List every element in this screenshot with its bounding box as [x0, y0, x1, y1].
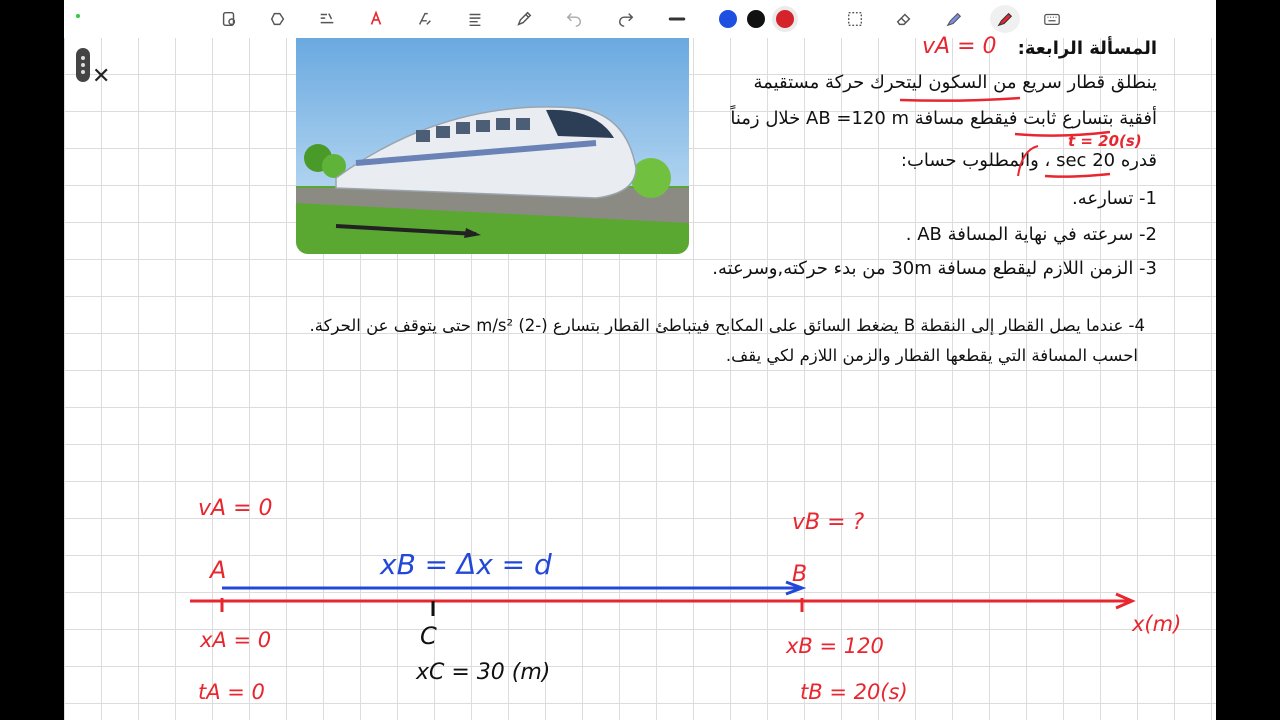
ink-xa: xA = 0: [200, 628, 272, 652]
ink-point-b: B: [792, 562, 808, 587]
problem-line-3: قدره 20 sec ، والمطلوب حساب:: [900, 150, 1157, 171]
problem-item-3: 3- الزمن اللازم ليقطع مسافة 30m من بدء حركته,وسرعته.: [712, 258, 1157, 279]
problem-item-4b: احسب المسافة التي يقطعها القطار والزمن اللازم لكي يقف.: [725, 346, 1138, 365]
problem-item-2: 2- سرعته في نهاية المسافة AB .: [905, 224, 1157, 245]
ink-point-c: C: [420, 622, 437, 650]
close-icon[interactable]: ✕: [92, 64, 111, 89]
problem-item-1: 1- تسارعه.: [1071, 188, 1157, 209]
problem-title: المسألة الرابعة:: [1017, 38, 1157, 59]
ink-vb: vB = ?: [792, 510, 865, 535]
ink-xc: xC = 30 (m): [416, 660, 551, 685]
ink-point-a: A: [210, 556, 227, 584]
problem-item-4: 4- عندما يصل القطار إلى النقطة B يضغط السائق على المكابح فيتباطئ القطار بتسارع m/s² (2-) حتى يتوقف عن الحركة.: [309, 316, 1145, 335]
ink-ta: tA = 0: [198, 680, 265, 704]
problem-line-1: ينطلق قطار سريع من السكون ليتحرك حركة مستقيمة: [753, 72, 1157, 93]
ink-axis-label: x(m): [1132, 612, 1182, 636]
ink-xb: xB = 120: [786, 634, 884, 658]
ink-xb-equation: xB = Δx = d: [380, 548, 552, 581]
ink-va: vA = 0: [198, 496, 273, 521]
ink-t-top: t = 20(s): [1068, 132, 1142, 150]
problem-line-2: أفقية بتسارع ثابت فيقطع مسافة AB =120 m خلال زمناً: [730, 108, 1157, 129]
ink-tb: tB = 20(s): [800, 680, 908, 704]
ink-va-top: vA = 0: [922, 34, 997, 59]
